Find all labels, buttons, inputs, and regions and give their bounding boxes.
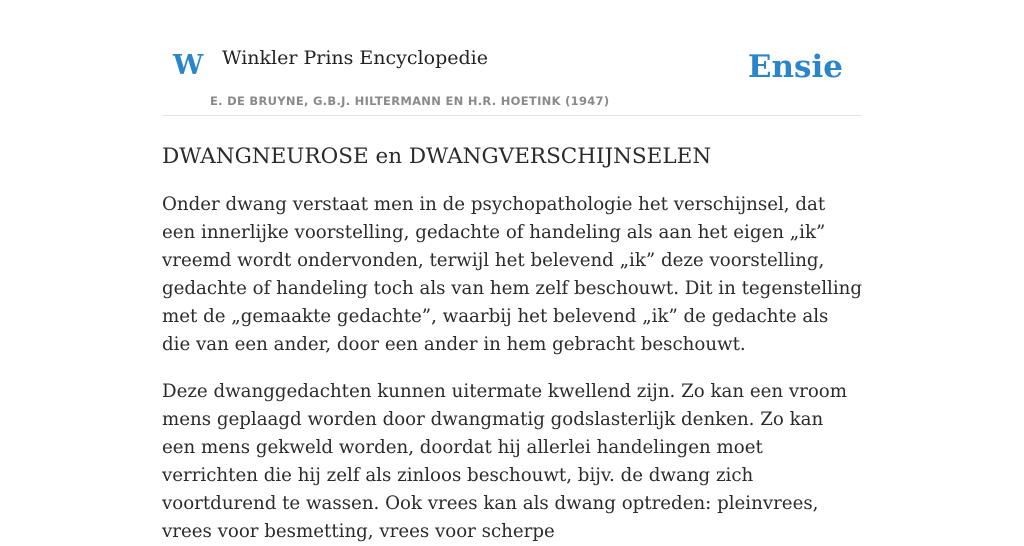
source-authors: E. DE BRUYNE, G.B.J. HILTERMANN EN H.R. HOETINK (1947) — [210, 94, 610, 108]
article-body — [162, 191, 862, 546]
document-page — [162, 0, 863, 542]
source-title-link[interactable]: Winkler Prins Encyclopedie — [222, 47, 488, 69]
winkler-prins-logo[interactable]: W — [173, 50, 204, 81]
article-paragraph-1: Onder dwang verstaat men in de psychopathologie het verschijnsel, dat een innerlijke voorstelling, gedachte of handeling als aan het eigen „ik” vreemd wordt ondervonden, terwijl het belevend „ik” deze voorstelling, gedachte of handeling toch als van hem zelf beschouwt. Dit in tegenstelling met de „gemaakte gedachte”, waarbij het belevend „ik” de gedachte als die van een ander, door een ander in hem gebracht beschouwt. — [162, 193, 863, 355]
source-header — [162, 0, 862, 116]
article-title: DWANGNEUROSE en DWANGVERSCHIJNSELEN — [162, 144, 712, 169]
ensie-brand-logo[interactable]: Ensie — [747, 49, 843, 85]
article-paragraph-2: Deze dwanggedachten kunnen uitermate kwellend zijn. Zo kan een vroom mens geplaagd worden door dwangmatig godslasterlijk denken. Zo kan een mens gekweld worden, doordat hij allerlei handelingen moet verrichten die hij zelf als zinloos beschouwt, bijv. de dwang zich voortdurend te wassen. Ook vrees kan als dwang optreden: pleinvrees, vrees voor besmetting, vrees voor scherpe — [162, 380, 847, 542]
